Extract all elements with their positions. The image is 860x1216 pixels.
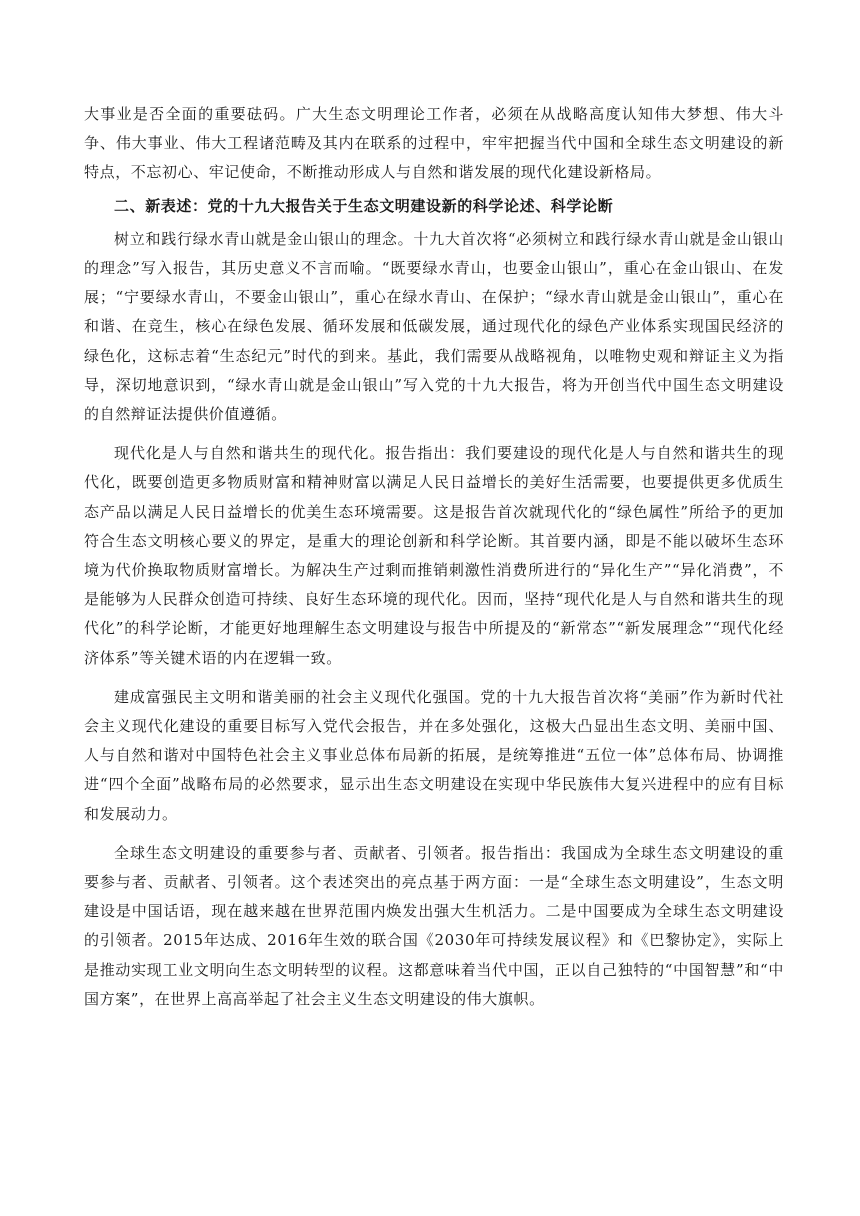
paragraph-modernization: 现代化是人与自然和谐共生的现代化。报告指出：我们要建设的现代化是人与自然和谐共生的现代化，既要创造更多物质财富和精神财富以满足人民日益增长的美好生活需要，也要提供更多优质生态产品以满足人民日益增长的优美生态环境需要。这是报告首次就现代化的“绿色属性”所给予的更加符合生态文明核心要义的界定，是重大的理论创新和科学论断。其首要内涵，即是不能以破坏生态环境为代价换取物质财富增长。为解决生产过剩而推销刺激性消费所进行的“异化生产”“异化消费”，不是能够为人民群众创造可持续、良好生态环境的现代化。因而，坚持“现代化是人与自然和谐共生的现代化”的科学论断，才能更好地理解生态文明建设与报告中所提及的“新常态”“新发展理念”“现代化经济体系”等关键术语的内在逻辑一致。 xyxy=(84,444,784,667)
paragraph-continuation: 大事业是否全面的重要砝码。广大生态文明理论工作者，必须在从战略高度认知伟大梦想、伟大斗争、伟大事业、伟大工程诸范畴及其内在联系的过程中，牢牢把握当代中国和全球生态文明建设的新特点，不忘初心、牢记使命，不断推动形成人与自然和谐发展的现代化建设新格局。 xyxy=(84,105,784,182)
document-page xyxy=(84,100,784,1014)
paragraph-green-mountains: 树立和践行绿水青山就是金山银山的理念。十九大首次将“必须树立和践行绿水青山就是金山银山的理念”写入报告，其历史意义不言而喻。“既要绿水青山，也要金山银山”，重心在金山银山、在发展；“宁要绿水青山，不要金山银山”，重心在绿水青山、在保护；“绿水青山就是金山银山”，重心在和谐、在竞生，核心在绿色发展、循环发展和低碳发展，通过现代化的绿色产业体系实现国民经济的绿色化，这标志着“生态纪元”时代的到来。基此，我们需要从战略视角，以唯物史观和辩证主义为指导，深切地意识到，“绿水青山就是金山银山”写入党的十九大报告，将为开创当代中国生态文明建设的自然辩证法提供价值遵循。 xyxy=(84,229,784,424)
paragraph-global-leader: 全球生态文明建设的重要参与者、贡献者、引领者。报告指出：我国成为全球生态文明建设的重要参与者、贡献者、引领者。这个表述突出的亮点基于两方面：一是“全球生态文明建设”，生态文明建设是中国话语，现在越来越在世界范围内焕发出强大生机活力。二是中国要成为全球生态文明建设的引领者。2015年达成、2016年生效的联合国《2030年可持续发展议程》和《巴黎协定》，实际上是推动实现工业文明向生态文明转型的议程。这都意味着当代中国，正以自己独特的“中国智慧”和“中国方案”，在世界上高高举起了社会主义生态文明建设的伟大旗帜。 xyxy=(84,843,784,1008)
section-heading: 二、新表述：党的十九大报告关于生态文明建设新的科学论述、科学论断 xyxy=(114,196,614,215)
paragraph-beautiful-country: 建成富强民主文明和谐美丽的社会主义现代化强国。党的十九大报告首次将“美丽”作为新时代社会主义现代化建设的重要目标写入党代会报告，并在多处强化，这极大凸显出生态文明、美丽中国、人与自然和谐对中国特色社会主义事业总体布局新的拓展，是统筹推进“五位一体”总体布局、协调推进“四个全面”战略布局的必然要求，显示出生态文明建设在实现中华民族伟大复兴进程中的应有目标和发展动力。 xyxy=(84,687,784,823)
